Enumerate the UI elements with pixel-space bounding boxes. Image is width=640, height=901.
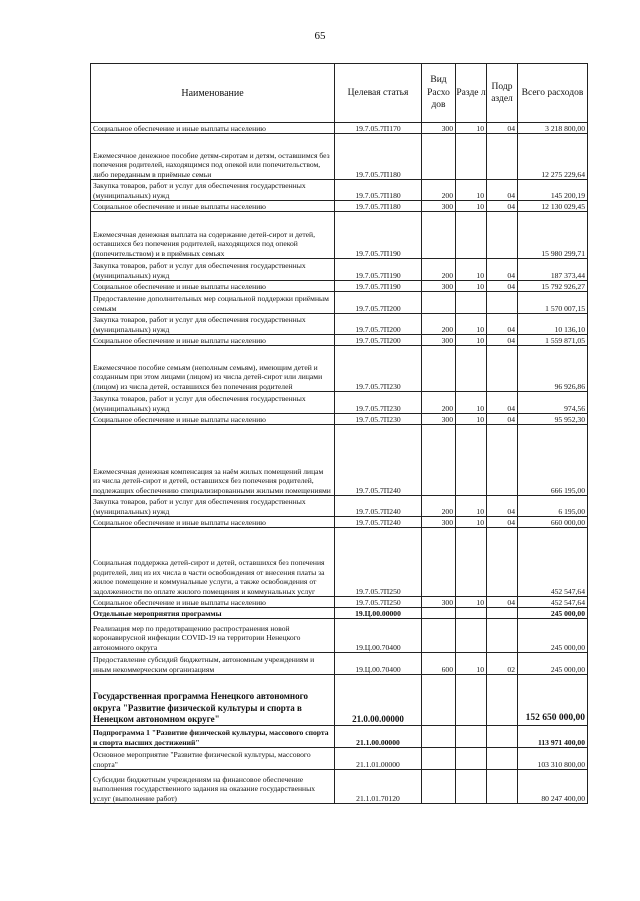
table-row bbox=[91, 770, 588, 804]
cell-target: 19.Ц.00.70400 bbox=[335, 619, 422, 653]
cell-type bbox=[422, 726, 456, 748]
cell-subsection: 04 bbox=[487, 597, 518, 608]
cell-type bbox=[422, 292, 456, 314]
cell-section bbox=[456, 346, 487, 392]
cell-subsection bbox=[487, 212, 518, 259]
table-row bbox=[91, 619, 588, 653]
table-row bbox=[91, 314, 588, 335]
cell-section: 10 bbox=[456, 281, 487, 292]
cell-target: 19.7.05.7П180 bbox=[335, 201, 422, 212]
cell-name: Закупка товаров, работ и услуг для обеспечения государственных (муниципальных) нужд bbox=[91, 496, 335, 517]
cell-type: 300 bbox=[422, 281, 456, 292]
cell-total: 80 247 400,00 bbox=[518, 770, 588, 804]
cell-name: Закупка товаров, работ и услуг для обеспечения государственных (муниципальных) нужд bbox=[91, 259, 335, 281]
cell-total: 12 275 229,64 bbox=[518, 134, 588, 180]
table-row bbox=[91, 201, 588, 212]
cell-type bbox=[422, 425, 456, 496]
cell-total: 452 547,64 bbox=[518, 597, 588, 608]
cell-total: 660 000,00 bbox=[518, 517, 588, 528]
table-header-row bbox=[91, 64, 588, 123]
cell-total: 452 547,64 bbox=[518, 528, 588, 597]
cell-target: 19.7.05.7П190 bbox=[335, 281, 422, 292]
cell-section: 10 bbox=[456, 314, 487, 335]
cell-subsection bbox=[487, 619, 518, 653]
budget-table bbox=[90, 63, 588, 804]
cell-target: 19.7.05.7П230 bbox=[335, 414, 422, 425]
cell-total: 666 195,00 bbox=[518, 425, 588, 496]
cell-target: 19.7.05.7П250 bbox=[335, 597, 422, 608]
cell-total: 152 650 000,00 bbox=[518, 675, 588, 726]
table-row bbox=[91, 748, 588, 770]
cell-subsection: 04 bbox=[487, 259, 518, 281]
cell-total: 103 310 800,00 bbox=[518, 748, 588, 770]
cell-section: 10 bbox=[456, 597, 487, 608]
cell-section bbox=[456, 425, 487, 496]
cell-target: 19.7.05.7П200 bbox=[335, 335, 422, 346]
cell-section bbox=[456, 292, 487, 314]
table-row bbox=[91, 597, 588, 608]
table-row bbox=[91, 528, 588, 597]
cell-subsection bbox=[487, 726, 518, 748]
cell-total: 6 195,00 bbox=[518, 496, 588, 517]
cell-target: 19.7.05.7П240 bbox=[335, 496, 422, 517]
cell-name: Закупка товаров, работ и услуг для обеспечения государственных (муниципальных) нужд bbox=[91, 180, 335, 201]
header-subsection: Подр аздел bbox=[487, 64, 518, 123]
table-row bbox=[91, 414, 588, 425]
cell-type: 600 bbox=[422, 653, 456, 675]
cell-subsection: 04 bbox=[487, 392, 518, 414]
cell-subsection: 04 bbox=[487, 335, 518, 346]
cell-name: Государственная программа Ненецкого автономного округа "Развитие физической культуры и спорта в Ненецком автономном округе" bbox=[91, 675, 335, 726]
cell-name: Социальное обеспечение и иные выплаты населению bbox=[91, 414, 335, 425]
cell-type bbox=[422, 528, 456, 597]
cell-total: 1 570 007,15 bbox=[518, 292, 588, 314]
cell-section: 10 bbox=[456, 496, 487, 517]
cell-name: Подпрограмма 1 "Развитие физической культуры, массового спорта и спорта высших достижений" bbox=[91, 726, 335, 748]
cell-target: 21.1.01.70120 bbox=[335, 770, 422, 804]
cell-subsection: 04 bbox=[487, 314, 518, 335]
cell-type bbox=[422, 675, 456, 726]
cell-total: 96 926,86 bbox=[518, 346, 588, 392]
cell-type: 300 bbox=[422, 335, 456, 346]
cell-target: 19.7.05.7П230 bbox=[335, 392, 422, 414]
cell-subsection bbox=[487, 425, 518, 496]
cell-name: Предоставление субсидий бюджетным, автономным учреждениям и иным некоммерческим организациям bbox=[91, 653, 335, 675]
cell-name: Ежемесячное пособие семьям (неполным семьям), имеющим детей и созданным при этом лицами (лицом) из числа детей-сирот или лицами (лицом) из числа детей, оставшихся без попечения родителей bbox=[91, 346, 335, 392]
header-total: Всего расходов bbox=[518, 64, 588, 123]
cell-subsection bbox=[487, 675, 518, 726]
cell-subsection: 04 bbox=[487, 496, 518, 517]
table-row bbox=[91, 212, 588, 259]
cell-name: Субсидии бюджетным учреждениям на финансовое обеспечение выполнения государственного задания на оказание государственных услуг (выполнение работ) bbox=[91, 770, 335, 804]
cell-type bbox=[422, 134, 456, 180]
cell-subsection bbox=[487, 770, 518, 804]
cell-total: 245 000,00 bbox=[518, 608, 588, 619]
table-row bbox=[91, 281, 588, 292]
cell-type bbox=[422, 748, 456, 770]
cell-name: Ежемесячная денежная выплата на содержание детей-сирот и детей, оставшихся без попечения родителей, находящихся под опекой (попечительством) и в приёмных семьях bbox=[91, 212, 335, 259]
cell-section bbox=[456, 770, 487, 804]
cell-name: Социальное обеспечение и иные выплаты населению bbox=[91, 597, 335, 608]
table-row bbox=[91, 335, 588, 346]
table-row bbox=[91, 653, 588, 675]
cell-subsection bbox=[487, 292, 518, 314]
cell-name: Реализация мер по предотвращению распространения новой коронавирусной инфекции COVID-19 на территории Ненецкого автономного округа bbox=[91, 619, 335, 653]
cell-name: Социальное обеспечение и иные выплаты населению bbox=[91, 517, 335, 528]
cell-section: 10 bbox=[456, 201, 487, 212]
header-section: Разде л bbox=[456, 64, 487, 123]
cell-type bbox=[422, 212, 456, 259]
cell-total: 3 218 800,00 bbox=[518, 123, 588, 134]
cell-target: 19.7.05.7П230 bbox=[335, 346, 422, 392]
cell-name: Закупка товаров, работ и услуг для обеспечения государственных (муниципальных) нужд bbox=[91, 392, 335, 414]
cell-section bbox=[456, 134, 487, 180]
cell-section: 10 bbox=[456, 259, 487, 281]
table-row bbox=[91, 134, 588, 180]
cell-target: 19.7.05.7П240 bbox=[335, 517, 422, 528]
cell-subsection: 04 bbox=[487, 180, 518, 201]
cell-section bbox=[456, 675, 487, 726]
header-name: Наименование bbox=[91, 64, 335, 123]
cell-total: 12 130 029,45 bbox=[518, 201, 588, 212]
cell-type: 300 bbox=[422, 414, 456, 425]
cell-total: 15 792 926,27 bbox=[518, 281, 588, 292]
cell-subsection bbox=[487, 134, 518, 180]
cell-target: 21.1.01.00000 bbox=[335, 748, 422, 770]
table-row bbox=[91, 259, 588, 281]
cell-name: Социальное обеспечение и иные выплаты населению bbox=[91, 201, 335, 212]
cell-section: 10 bbox=[456, 517, 487, 528]
cell-name: Ежемесячная денежная компенсация за наём жилых помещений лицам из числа детей-сирот и детей, оставшихся без попечения родителей, подлежащих обеспечению специализированными жилыми помещениями bbox=[91, 425, 335, 496]
header-target: Целевая статья bbox=[335, 64, 422, 123]
table-row bbox=[91, 180, 588, 201]
cell-target: 21.1.00.00000 bbox=[335, 726, 422, 748]
cell-target: 19.7.05.7П250 bbox=[335, 528, 422, 597]
cell-name: Предоставление дополнительных мер социальной поддержки приёмным семьям bbox=[91, 292, 335, 314]
cell-total: 95 952,30 bbox=[518, 414, 588, 425]
cell-total: 113 971 400,00 bbox=[518, 726, 588, 748]
cell-type: 200 bbox=[422, 314, 456, 335]
cell-section: 10 bbox=[456, 414, 487, 425]
header-type: Вид Расхо дов bbox=[422, 64, 456, 123]
cell-name: Социальное обеспечение и иные выплаты населению bbox=[91, 335, 335, 346]
cell-total: 145 200,19 bbox=[518, 180, 588, 201]
cell-total: 10 136,10 bbox=[518, 314, 588, 335]
table-row bbox=[91, 346, 588, 392]
cell-type bbox=[422, 608, 456, 619]
cell-name: Закупка товаров, работ и услуг для обеспечения государственных (муниципальных) нужд bbox=[91, 314, 335, 335]
cell-target: 19.7.05.7П240 bbox=[335, 425, 422, 496]
cell-type: 300 bbox=[422, 123, 456, 134]
table-row bbox=[91, 608, 588, 619]
cell-section bbox=[456, 619, 487, 653]
cell-target: 21.0.00.00000 bbox=[335, 675, 422, 726]
cell-section: 10 bbox=[456, 392, 487, 414]
cell-type: 300 bbox=[422, 597, 456, 608]
cell-name: Социальное обеспечение и иные выплаты населению bbox=[91, 281, 335, 292]
cell-type: 200 bbox=[422, 259, 456, 281]
page-number: 65 bbox=[314, 30, 326, 42]
cell-total: 245 000,00 bbox=[518, 653, 588, 675]
cell-total: 187 373,44 bbox=[518, 259, 588, 281]
cell-section: 10 bbox=[456, 180, 487, 201]
cell-type: 300 bbox=[422, 201, 456, 212]
cell-total: 15 980 299,71 bbox=[518, 212, 588, 259]
cell-subsection: 04 bbox=[487, 201, 518, 212]
cell-subsection bbox=[487, 528, 518, 597]
cell-type bbox=[422, 770, 456, 804]
cell-section bbox=[456, 726, 487, 748]
cell-target: 19.7.05.7П180 bbox=[335, 134, 422, 180]
table-row bbox=[91, 292, 588, 314]
cell-total: 1 559 871,05 bbox=[518, 335, 588, 346]
cell-section: 10 bbox=[456, 335, 487, 346]
cell-section: 10 bbox=[456, 653, 487, 675]
cell-name: Основное мероприятие "Развитие физической культуры, массового спорта" bbox=[91, 748, 335, 770]
table-row bbox=[91, 726, 588, 748]
cell-total: 245 000,00 bbox=[518, 619, 588, 653]
cell-name: Социальная поддержка детей-сирот и детей, оставшихся без попечения родителей, лиц из их числа в части освобождения от внесения платы за жилое помещение и коммунальные услуги, а также освобождения от задолженности по оплате жилого помещения и коммунальных услуг bbox=[91, 528, 335, 597]
cell-type bbox=[422, 346, 456, 392]
cell-type: 200 bbox=[422, 496, 456, 517]
cell-subsection: 04 bbox=[487, 414, 518, 425]
table-row bbox=[91, 425, 588, 496]
cell-type: 300 bbox=[422, 517, 456, 528]
table-row bbox=[91, 392, 588, 414]
cell-section bbox=[456, 748, 487, 770]
cell-name: Ежемесячное денежное пособие детям-сиротам и детям, оставшимся без попечения родителей, находящимся под опекой или попечительством, либо переданным в приёмные семьи bbox=[91, 134, 335, 180]
cell-subsection bbox=[487, 748, 518, 770]
cell-total: 974,56 bbox=[518, 392, 588, 414]
cell-target: 19.7.05.7П190 bbox=[335, 212, 422, 259]
table-row bbox=[91, 517, 588, 528]
cell-target: 19.Ц.00.00000 bbox=[335, 608, 422, 619]
cell-section: 10 bbox=[456, 123, 487, 134]
table-row bbox=[91, 123, 588, 134]
table-row bbox=[91, 496, 588, 517]
cell-target: 19.Ц.00.70400 bbox=[335, 653, 422, 675]
cell-target: 19.7.05.7П200 bbox=[335, 314, 422, 335]
cell-section bbox=[456, 528, 487, 597]
cell-name: Социальное обеспечение и иные выплаты населению bbox=[91, 123, 335, 134]
cell-subsection: 02 bbox=[487, 653, 518, 675]
cell-section bbox=[456, 608, 487, 619]
cell-type: 200 bbox=[422, 180, 456, 201]
cell-target: 19.7.05.7П190 bbox=[335, 259, 422, 281]
cell-subsection bbox=[487, 608, 518, 619]
cell-target: 19.7.05.7П180 bbox=[335, 180, 422, 201]
table-row bbox=[91, 675, 588, 726]
cell-subsection bbox=[487, 346, 518, 392]
cell-target: 19.7.05.7П200 bbox=[335, 292, 422, 314]
cell-subsection: 04 bbox=[487, 123, 518, 134]
cell-type bbox=[422, 619, 456, 653]
cell-section bbox=[456, 212, 487, 259]
cell-subsection: 04 bbox=[487, 517, 518, 528]
cell-name: Отдельные мероприятия программы bbox=[91, 608, 335, 619]
cell-target: 19.7.05.7П170 bbox=[335, 123, 422, 134]
cell-type: 200 bbox=[422, 392, 456, 414]
cell-subsection: 04 bbox=[487, 281, 518, 292]
